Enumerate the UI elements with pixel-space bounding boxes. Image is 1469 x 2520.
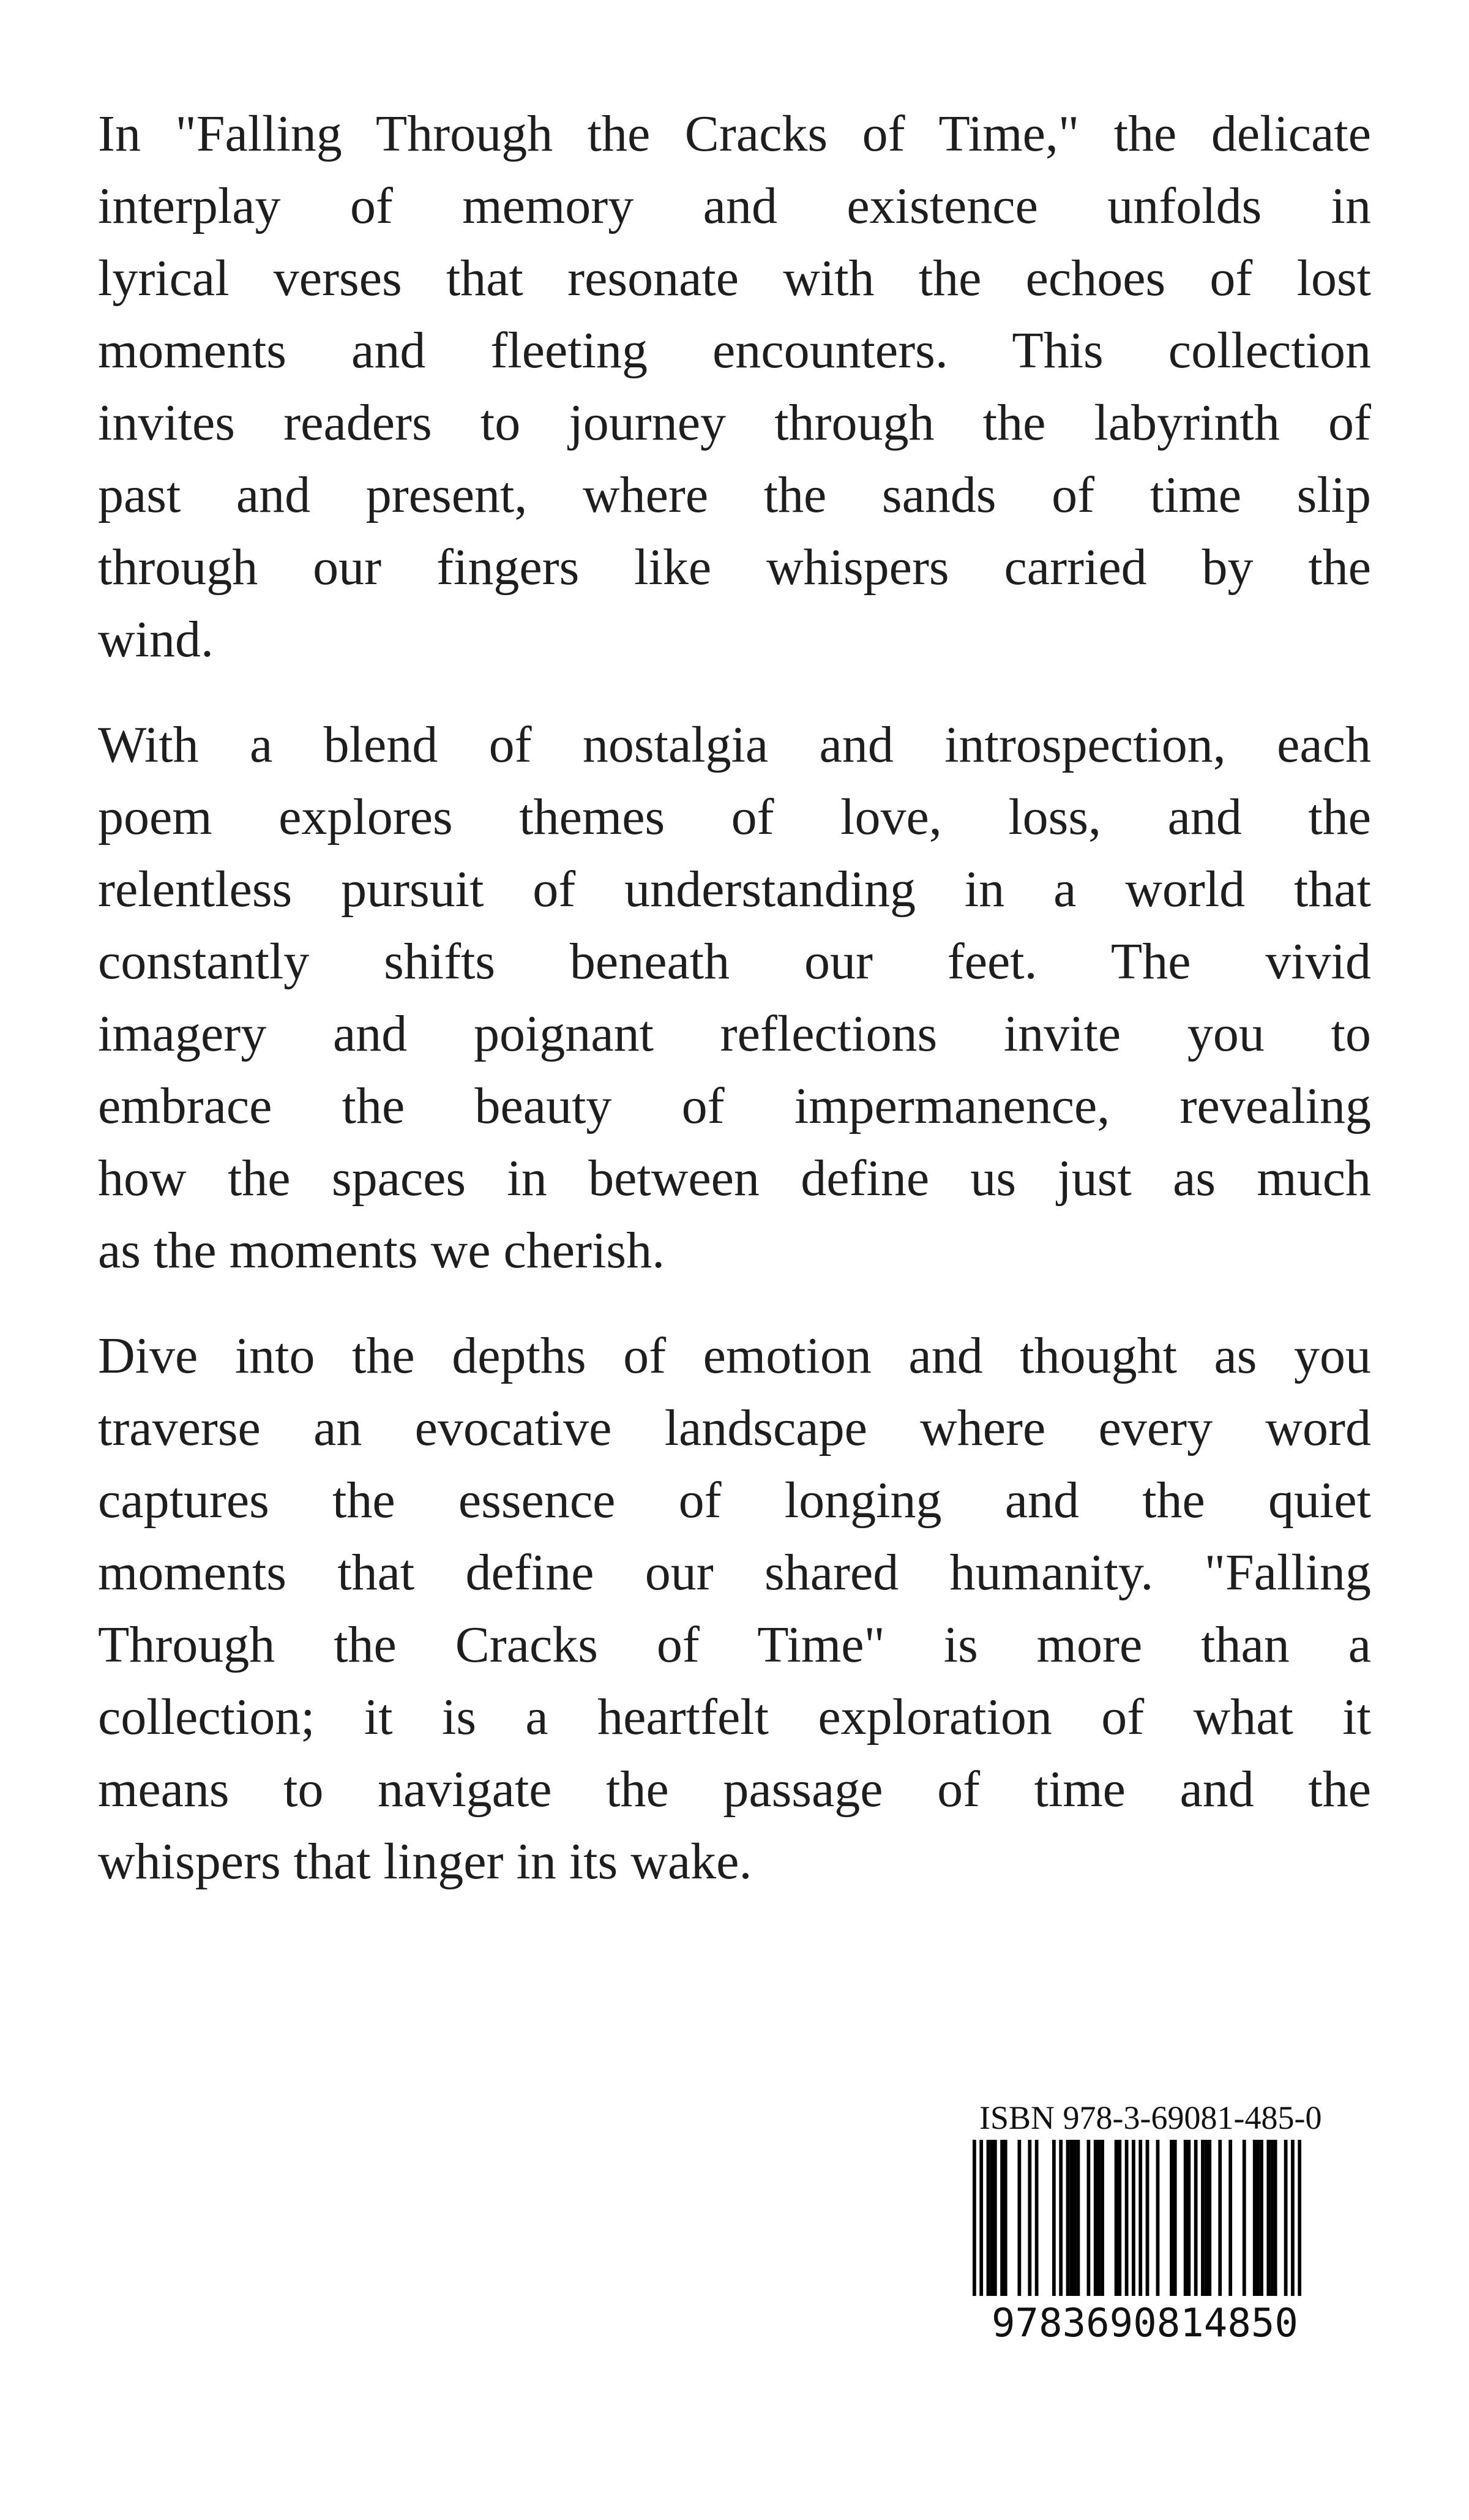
barcode-digits: 9783690814850 bbox=[992, 2301, 1298, 2346]
barcode-bar bbox=[1184, 2140, 1187, 2296]
barcode-bar bbox=[973, 2140, 976, 2296]
text-line: poem explores themes of love, loss, and the bbox=[98, 789, 1371, 846]
text-line: collection; it is a heartfelt exploration of what it bbox=[98, 1689, 1371, 1746]
barcode-bar bbox=[1118, 2140, 1121, 2296]
barcode-bar bbox=[1170, 2140, 1173, 2296]
barcode-bar bbox=[1077, 2140, 1080, 2296]
barcode-bar bbox=[1097, 2140, 1101, 2296]
barcode-bar bbox=[987, 2140, 990, 2296]
barcode-bar bbox=[1218, 2140, 1222, 2296]
barcode-bar bbox=[1035, 2140, 1039, 2296]
barcode-bar bbox=[1138, 2140, 1142, 2296]
text-line: constantly shifts beneath our feet. The vivid bbox=[98, 933, 1371, 990]
back-cover-description bbox=[98, 98, 1371, 1931]
barcode-bar bbox=[1069, 2140, 1073, 2296]
barcode-bar bbox=[1173, 2140, 1177, 2296]
barcode-bar bbox=[1101, 2140, 1104, 2296]
barcode-bar bbox=[1201, 2140, 1205, 2296]
text-line: past and present, where the sands of time slip bbox=[98, 467, 1371, 523]
barcode-bar bbox=[1087, 2140, 1091, 2296]
barcode-bar bbox=[1146, 2140, 1149, 2296]
text-line: invites readers to journey through the labyrinth of bbox=[98, 394, 1371, 451]
description-paragraph bbox=[98, 98, 1371, 676]
barcode-bar bbox=[1125, 2140, 1129, 2296]
text-line: imagery and poignant reflections invite you to bbox=[98, 1005, 1371, 1062]
text-line: traverse an evocative landscape where every word bbox=[98, 1400, 1371, 1457]
barcode-bar bbox=[1274, 2140, 1277, 2296]
description-paragraph bbox=[98, 709, 1371, 1287]
barcode-bar bbox=[1059, 2140, 1063, 2296]
barcode-bar bbox=[1094, 2140, 1097, 2296]
text-line: Through the Cracks of Time" is more than a bbox=[98, 1616, 1371, 1673]
text-line: how the spaces in between define us just as much bbox=[98, 1150, 1371, 1207]
text-line: through our fingers like whispers carried by the bbox=[98, 539, 1371, 596]
barcode-bar bbox=[1000, 2140, 1004, 2296]
text-line: Dive into the depths of emotion and thought as you bbox=[98, 1327, 1371, 1384]
text-line: moments and fleeting encounters. This collection bbox=[98, 322, 1371, 379]
text-line: wind. bbox=[98, 611, 214, 668]
text-line: relentless pursuit of understanding in a world that bbox=[98, 861, 1371, 918]
barcode-bar bbox=[1208, 2140, 1211, 2296]
barcode-bar bbox=[1073, 2140, 1077, 2296]
barcode-bar bbox=[1017, 2140, 1021, 2296]
barcode-bar bbox=[1291, 2140, 1295, 2296]
barcode-bar bbox=[993, 2140, 997, 2296]
barcode-bar bbox=[1115, 2140, 1118, 2296]
barcode-bar bbox=[1156, 2140, 1160, 2296]
barcode-bar bbox=[990, 2140, 993, 2296]
barcode-bar bbox=[1270, 2140, 1274, 2296]
barcode-bar bbox=[1298, 2140, 1301, 2296]
barcode-bar bbox=[1253, 2140, 1257, 2296]
barcode-bar bbox=[1066, 2140, 1070, 2296]
barcode-bar bbox=[1260, 2140, 1263, 2296]
barcode-bar bbox=[1228, 2140, 1232, 2296]
text-line: interplay of memory and existence unfolds in bbox=[98, 178, 1371, 234]
barcode-bar bbox=[1004, 2140, 1007, 2296]
barcode-bar bbox=[1243, 2140, 1246, 2296]
text-line: whispers that linger in its wake. bbox=[98, 1833, 752, 1890]
barcode-bar bbox=[1266, 2140, 1270, 2296]
text-line: means to navigate the passage of time and the bbox=[98, 1761, 1371, 1818]
isbn-barcode bbox=[973, 2140, 1301, 2296]
barcode-bar bbox=[1257, 2140, 1260, 2296]
text-line: In "Falling Through the Cracks of Time," the delicate bbox=[98, 105, 1371, 162]
barcode-bar bbox=[1132, 2140, 1135, 2296]
barcode-bar bbox=[1284, 2140, 1288, 2296]
text-line: captures the essence of longing and the quiet bbox=[98, 1472, 1371, 1529]
text-line: as the moments we cherish. bbox=[98, 1222, 665, 1279]
barcode-bar bbox=[1205, 2140, 1208, 2296]
barcode-bar bbox=[1052, 2140, 1056, 2296]
text-line: embrace the beauty of impermanence, revealing bbox=[98, 1078, 1371, 1134]
barcode-bar bbox=[979, 2140, 983, 2296]
text-line: moments that define our shared humanity. "Falling bbox=[98, 1544, 1371, 1601]
text-line: With a blend of nostalgia and introspection, each bbox=[98, 716, 1371, 773]
description-paragraph bbox=[98, 1320, 1371, 1898]
barcode-bar bbox=[1194, 2140, 1198, 2296]
barcode-bar bbox=[1187, 2140, 1191, 2296]
isbn-label: ISBN 978-3-69081-485-0 bbox=[979, 2099, 1322, 2136]
text-line: lyrical verses that resonate with the echoes of lost bbox=[98, 250, 1371, 307]
barcode-bar bbox=[1028, 2140, 1031, 2296]
